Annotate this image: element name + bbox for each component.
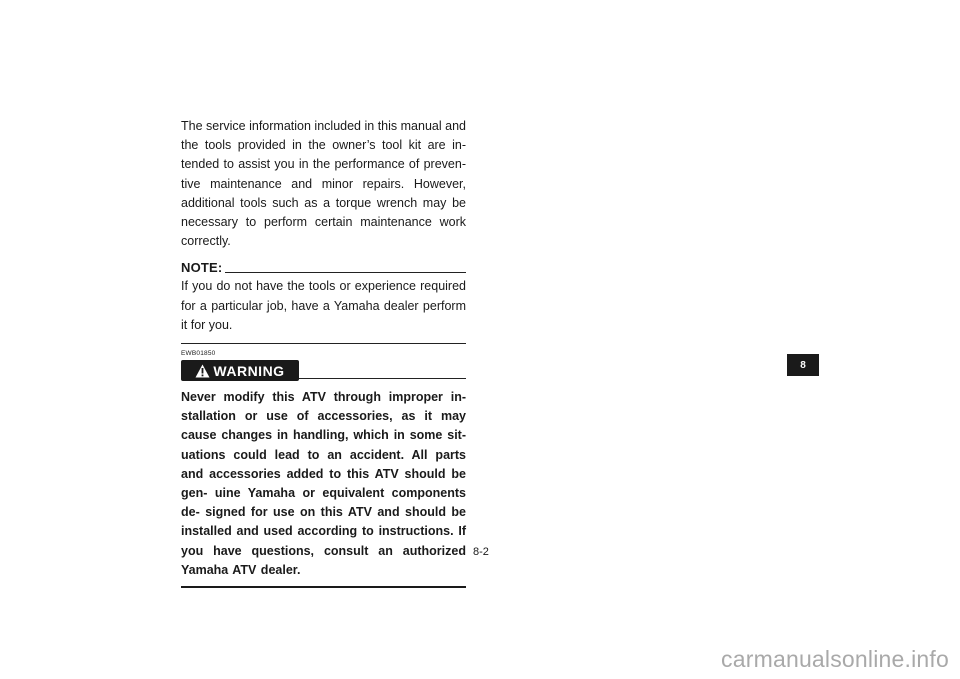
warning-divider: [299, 378, 466, 379]
watermark: carmanualsonline.info: [721, 646, 949, 672]
warning-code: EWB01850: [181, 350, 216, 358]
note-label: NOTE:: [181, 260, 223, 276]
intro-paragraph: The service information included in this manual and the tools provided in the owner’s tool kit are in- tended to assist you in the performance of preven- tive maintenance and minor repairs. However, additional tools such as a torque wrench may be necessary to perform certain maintenance work correctly.: [181, 119, 466, 249]
page-number: 8-2: [473, 546, 489, 558]
note-text: If you do not have the tools or experience required for a particular job, have a Yamaha dealer perform it for you.: [181, 279, 466, 332]
warning-end-divider: [181, 586, 466, 588]
warning-text: Never modify this ATV through improper in- stallation or use of accessories, as it may cause changes in handling, which in some sit- uations could lead to an accident. All parts and accessories added to this ATV should be gen- uine Yamaha or equivalent components de- signed for use on this ATV and should be installed and used according to instructions. If you have questions, consult an authorized Yamaha ATV dealer.: [181, 390, 466, 577]
chapter-tab: 8: [787, 354, 819, 376]
note-divider: [225, 272, 466, 273]
warning-header: [181, 359, 466, 381]
page-body: [181, 117, 466, 588]
note-end-divider: [181, 343, 466, 344]
warning-triangle-icon: [195, 364, 210, 378]
warning-badge: [181, 360, 299, 381]
note-header: [181, 259, 466, 275]
warning-label: WARNING: [213, 362, 285, 379]
